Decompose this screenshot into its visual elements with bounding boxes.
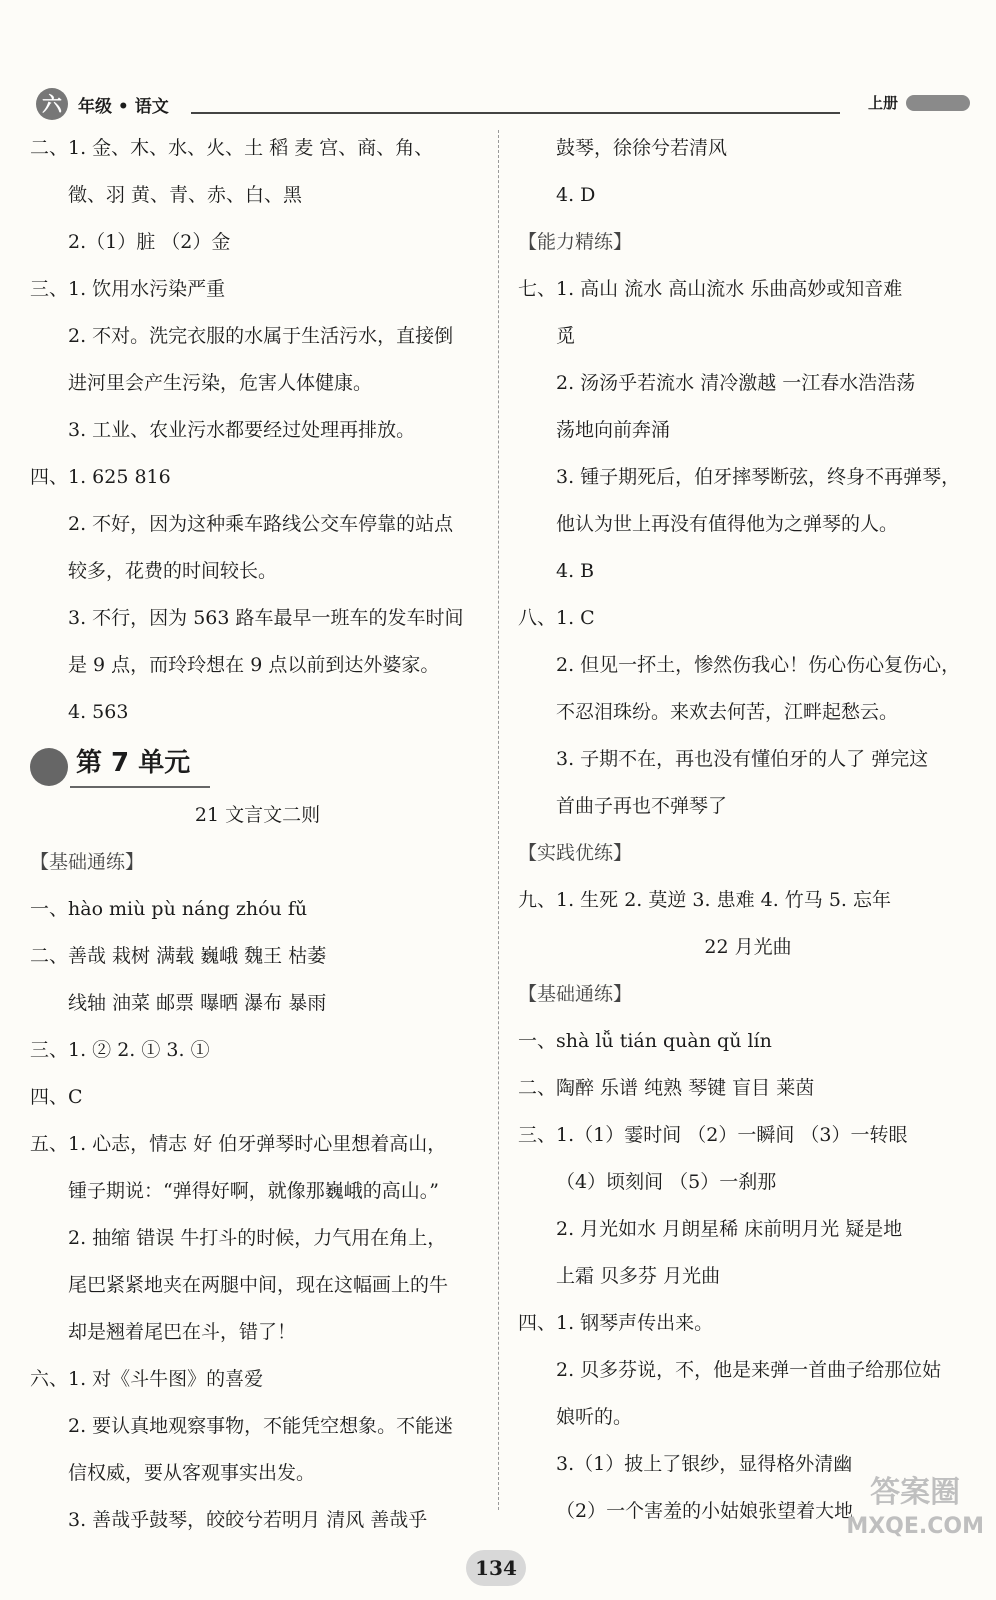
answer-line: 徵、羽 黄、青、赤、白、黑: [68, 184, 303, 206]
watermark-text-2: MXQE.COM: [846, 1514, 984, 1539]
answer-line: 八、1. C: [518, 607, 595, 629]
answer-line: 2. 贝多芬说，不，他是来弹一首曲子给那位姑: [556, 1359, 942, 1381]
answer-line: 21 文言文二则: [194, 804, 321, 826]
answer-line: 2. 不好，因为这种乘车路线公交车停靠的站点: [68, 513, 454, 535]
answer-line: 2. 抽缩 错误 牛打斗的时候，力气用在角上，: [68, 1227, 447, 1249]
right-answers: [518, 125, 978, 1535]
unit-underline: [70, 786, 210, 788]
answer-line: 六、1. 对《斗牛图》的喜爱: [30, 1368, 264, 1390]
answer-line: 线轴 油菜 邮票 曝晒 瀑布 暴雨: [68, 992, 327, 1014]
answer-line: 首曲子再也不弹琴了: [556, 795, 728, 817]
answer-line: 七、1. 高山 流水 高山流水 乐曲高妙或知音难: [518, 278, 903, 300]
answer-line: 3. 锺子期死后，伯牙摔琴断弦，终身不再弹琴，: [556, 466, 961, 488]
answer-line: 尾巴紧紧地夹在两腿中间，现在这幅画上的牛: [68, 1274, 449, 1296]
answer-line: 三、1.（1）霎时间 （2）一瞬间 （3）一转眼: [518, 1124, 908, 1146]
answer-line: 一、hào miù pù náng zhóu fǔ: [30, 898, 308, 920]
unit-heading: [30, 736, 485, 792]
header-decoration: [906, 95, 970, 111]
answer-line: 2. 但见一抔土，惨然伤我心！伤心伤心复伤心，: [556, 654, 961, 676]
answer-line: 3. 不行，因为 563 路车最早一班车的发车时间: [68, 607, 464, 629]
answer-line: 4. B: [556, 560, 595, 582]
answer-line: 2. 月光如水 月朗星稀 床前明月光 疑是地: [556, 1218, 903, 1240]
answer-line: 2. 汤汤乎若流水 清冷激越 一江春水浩浩荡: [556, 372, 916, 394]
right-column: [518, 125, 978, 1535]
answer-line: 信权威，要从客观事实出发。: [68, 1462, 316, 1484]
answer-line: 四、1. 钢琴声传出来。: [518, 1312, 714, 1334]
answer-line: 3.（1）披上了银纱，显得格外清幽: [556, 1453, 853, 1475]
answer-line: 二、陶醉 乐谱 纯熟 琴键 盲目 莱茵: [518, 1077, 815, 1099]
answer-line: 四、1. 625 816: [30, 466, 171, 488]
unit-title: 第 7 单元: [76, 748, 191, 778]
answer-line: 二、善哉 栽树 满载 巍峨 魏王 枯萎: [30, 945, 327, 967]
answer-line: （4）顷刻间 （5）一刹那: [556, 1171, 777, 1193]
answer-line: 2. 要认真地观察事物，不能凭空想象。不能迷: [68, 1415, 454, 1437]
section-heading: 【实践优练】: [518, 842, 633, 864]
answer-line: 上霜 贝多芬 月光曲: [556, 1265, 721, 1287]
answer-line: （2）一个害羞的小姑娘张望着大地: [556, 1500, 854, 1522]
section-heading: 【基础通练】: [518, 983, 633, 1005]
column-divider: [498, 130, 499, 1510]
answer-line: 却是翘着尾巴在斗，错了！: [68, 1321, 297, 1343]
answer-line: 觅: [556, 325, 576, 347]
answer-line: 是 9 点，而玲玲想在 9 点以前到达外婆家。: [68, 654, 440, 676]
answer-line: 四、C: [30, 1086, 83, 1108]
unit-circle-icon: [30, 748, 68, 786]
left-answers-part2: [30, 792, 485, 1544]
answer-line: 一、shà lǚ tián quàn qǔ lín: [518, 1030, 772, 1052]
answer-line: 锺子期说：“弹得好啊，就像那巍峨的高山。”: [68, 1180, 439, 1202]
answer-line: 2. 不对。洗完衣服的水属于生活污水，直接倒: [68, 325, 454, 347]
header-rule: [191, 112, 840, 114]
left-column: [30, 125, 485, 1544]
answer-line: 22 月光曲: [704, 936, 792, 958]
answer-line: 不忍泪珠纷。来欢去何苦，江畔起愁云。: [556, 701, 899, 723]
answer-line: 进河里会产生污染，危害人体健康。: [68, 372, 373, 394]
answer-line: 4. 563: [68, 701, 129, 723]
watermark-logo: [846, 1476, 984, 1544]
header-subject: 年级 • 语文: [78, 97, 169, 117]
answer-line: 娘听的。: [556, 1406, 633, 1428]
answer-line: 他认为世上再没有值得他为之弹琴的人。: [556, 513, 899, 535]
header-volume: 上册: [867, 94, 898, 112]
left-answers-part1: [30, 125, 485, 736]
answer-line: 4. D: [556, 184, 596, 206]
answer-line: 三、1. 饮用水污染严重: [30, 278, 226, 300]
watermark-text-1: 答案圈: [870, 1475, 961, 1510]
answer-line: 3. 子期不在，再也没有懂伯牙的人了 弹完这: [556, 748, 929, 770]
answer-line: 鼓琴，徐徐兮若清风: [556, 137, 728, 159]
page-header: [26, 86, 970, 122]
section-heading: 【基础通练】: [30, 851, 145, 873]
section-heading: 【能力精练】: [518, 231, 633, 253]
answer-line: 较多，花费的时间较长。: [68, 560, 278, 582]
page-number: 134: [466, 1550, 526, 1586]
grade-badge: 六: [36, 88, 68, 120]
answer-line: 三、1. ② 2. ① 3. ①: [30, 1039, 210, 1061]
answer-line: 2.（1）脏 （2）金: [68, 231, 231, 253]
answer-line: 荡地向前奔涌: [556, 419, 671, 441]
answer-line: 3. 善哉乎鼓琴，皎皎兮若明月 清风 善哉乎: [68, 1509, 428, 1531]
answer-line: 二、1. 金、木、水、火、土 稻 麦 宫、商、角、: [30, 137, 434, 159]
answer-line: 3. 工业、农业污水都要经过处理再排放。: [68, 419, 416, 441]
answer-line: 五、1. 心志，情志 好 伯牙弹琴时心里想着高山，: [30, 1133, 447, 1155]
answer-line: 九、1. 生死 2. 莫逆 3. 患难 4. 竹马 5. 忘年: [518, 889, 891, 911]
